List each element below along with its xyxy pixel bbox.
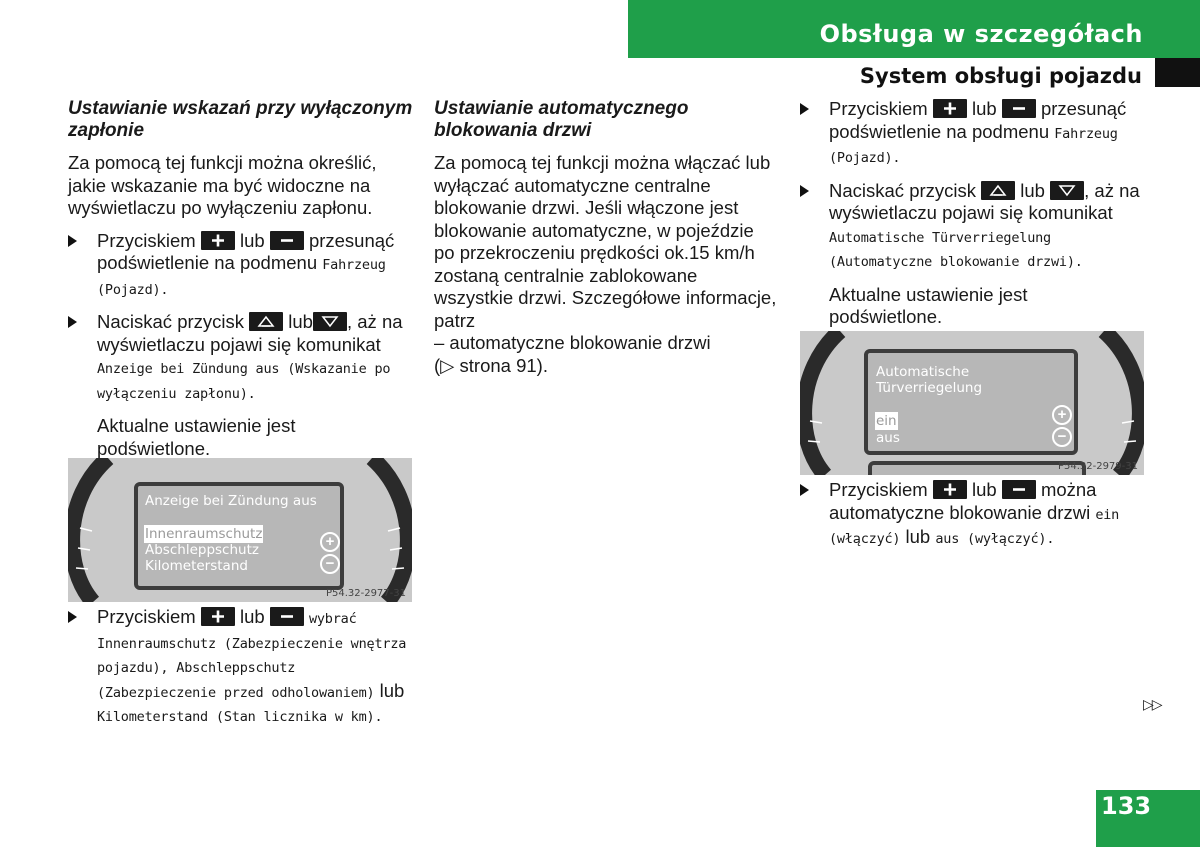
- lcd-option-selected: ein: [876, 413, 897, 429]
- plus-circle-icon: +: [1052, 405, 1072, 425]
- col1-result: Aktualne ustawienie jest podświetlone.: [97, 415, 296, 459]
- col2-heading: Ustawianie automatycznego blokowania drzwi: [434, 98, 689, 141]
- lcd-title: Automatische: [876, 364, 970, 380]
- column-3-bottom: [800, 479, 1145, 561]
- col1-heading: Ustawianie wskazań przy wyłączonym zapłonie: [68, 98, 413, 141]
- column-1: [68, 98, 413, 470]
- up-key-icon: [249, 312, 283, 331]
- step-text: lub: [971, 98, 997, 119]
- lcd-option: Abschleppschutz: [145, 542, 259, 558]
- display-code: wybrać Innenraumschutz (Zabezpieczenie wnętrza pojazdu), Abschleppschutz (Zabezpieczenie przed odholowaniem): [97, 611, 407, 701]
- col1-step-1: [68, 230, 413, 302]
- display-code: ein (włączyć): [829, 506, 1120, 547]
- step-text: lub: [288, 311, 313, 332]
- col1-step-3: [68, 606, 413, 729]
- step-text: Przyciskiem: [97, 229, 196, 251]
- step-text: przesunąć podświetlenie na podmenu: [97, 229, 395, 273]
- instrument-display-image-1: [68, 458, 412, 602]
- plus-key-icon: [201, 607, 235, 626]
- instrument-display-image-2: [800, 331, 1144, 475]
- col3-step-3: [800, 479, 1145, 551]
- page-number: 133: [1101, 792, 1152, 820]
- bullet-arrow-icon: [68, 235, 77, 247]
- continue-arrows-icon: ▷▷: [1143, 696, 1161, 712]
- minus-circle-icon: −: [1052, 427, 1072, 447]
- lcd-screen: [134, 482, 344, 590]
- step-text: lub: [239, 606, 265, 627]
- col2-reference: – automatyczne blokowanie drzwi: [434, 332, 711, 353]
- lcd-title: Anzeige bei Zündung aus: [145, 493, 317, 509]
- display-code: aus (wyłączyć).: [935, 531, 1055, 547]
- step-text: lub: [379, 679, 405, 701]
- section-marker: [1155, 58, 1200, 87]
- chapter-title: Obsługa w szczegółach: [819, 20, 1143, 48]
- section-title: System obsługi pojazdu: [859, 64, 1142, 88]
- step-text: , aż na wyświetlaczu pojawi się komunikat: [829, 179, 1140, 223]
- image-code: P54.32-2977-31: [325, 588, 406, 599]
- lcd-screen: [864, 349, 1078, 455]
- plus-circle-icon: +: [320, 532, 340, 552]
- display-code: Kilometerstand (Stan licznika w km).: [97, 709, 383, 725]
- col2-page-reference[interactable]: (▷ strona 91).: [434, 354, 548, 376]
- step-text: można automatyczne blokowanie drzwi: [829, 479, 1097, 523]
- bullet-arrow-icon: [800, 103, 809, 115]
- display-code: Automatische Türverriegelung (Automatyczne blokowanie drzwi).: [829, 229, 1083, 270]
- step-text: lub: [971, 479, 997, 500]
- step-text: Naciskać przycisk: [829, 179, 976, 201]
- col1-intro: Za pomocą tej funkcji można określić, jakie wskazanie ma być widoczne na wyświetlaczu po wyłączeniu zapłonu.: [68, 152, 377, 218]
- column-1-bottom: [68, 606, 413, 739]
- step-text: przesunąć podświetlenie na podmenu: [829, 98, 1127, 142]
- lcd-option-selected: Innenraumschutz: [145, 526, 263, 542]
- step-text: lub: [905, 526, 931, 547]
- col3-step-1: [800, 98, 1145, 170]
- bullet-arrow-icon: [800, 185, 809, 197]
- display-code: Fahrzeug (Pojazd).: [829, 125, 1118, 166]
- step-text: Przyciskiem: [829, 479, 928, 500]
- step-text: lub: [1020, 179, 1045, 201]
- plus-key-icon: [201, 231, 235, 250]
- minus-key-icon: [1002, 99, 1036, 118]
- col3-result: Aktualne ustawienie jest podświetlone.: [829, 283, 1028, 327]
- display-code: Fahrzeug (Pojazd).: [97, 257, 386, 298]
- col3-step-2: [800, 180, 1145, 274]
- step-text: lub: [239, 229, 265, 251]
- minus-key-icon: [270, 607, 304, 626]
- minus-key-icon: [1002, 480, 1036, 499]
- image-code: P54.32-2979-31: [1057, 461, 1138, 472]
- page-number-box: [1096, 790, 1200, 847]
- step-text: Naciskać przycisk: [97, 311, 244, 332]
- down-key-icon: [313, 312, 347, 331]
- minus-circle-icon: −: [320, 554, 340, 574]
- bullet-arrow-icon: [800, 484, 809, 496]
- bullet-arrow-icon: [68, 316, 77, 328]
- col1-step-2: [68, 311, 413, 405]
- bullet-arrow-icon: [68, 611, 77, 623]
- column-2: [434, 98, 779, 377]
- minus-key-icon: [270, 231, 304, 250]
- lcd-option: aus: [876, 430, 900, 446]
- step-text: Przyciskiem: [829, 98, 928, 119]
- step-text: Przyciskiem: [97, 606, 196, 627]
- lcd-lower-frame: [868, 461, 1086, 475]
- down-key-icon: [1050, 181, 1084, 200]
- plus-key-icon: [933, 480, 967, 499]
- lcd-option: Kilometerstand: [145, 558, 248, 574]
- plus-key-icon: [933, 99, 967, 118]
- col2-text: Za pomocą tej funkcji można włączać lub wyłączać automatyczne centralne blokowanie drzwi. Jeśli włączone jest blokowanie automatyczne, w pojeździe po przekroczeniu prędkości ok.15 km/h zostaną centralnie zablokowane wszystkie drzwi. Szczegółowe informacje, patrz: [434, 152, 777, 331]
- step-text: , aż na wyświetlaczu pojawi się komunikat: [97, 311, 403, 355]
- lcd-title: Türverriegelung: [876, 380, 983, 396]
- up-key-icon: [981, 181, 1015, 200]
- display-code: Anzeige bei Zündung aus (Wskazanie po wyłączeniu zapłonu).: [97, 361, 391, 402]
- column-3: [800, 98, 1145, 339]
